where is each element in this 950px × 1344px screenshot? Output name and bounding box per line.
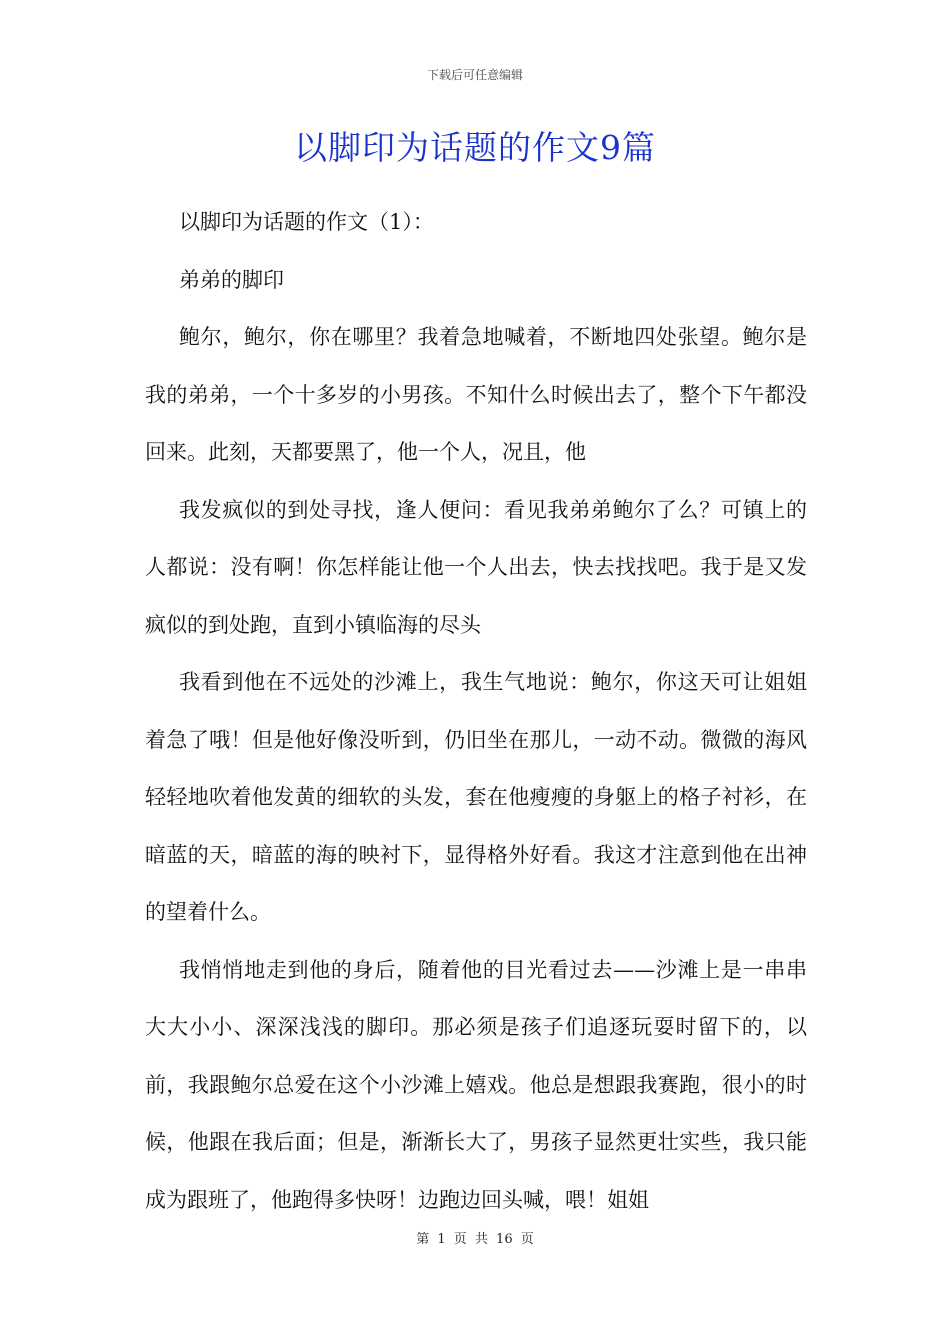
body-paragraph: 我悄悄地走到他的身后，随着他的目光看过去——沙滩上是一串串大大小小、深深浅浅的脚印。那必须是孩子们追逐玩耍时留下的，以前，我跟鲍尔总爱在这个小沙滩上嬉戏。他总是想跟我赛跑，很小的时候，他跟在我后面；但是，渐渐长大了，男孩子显然更壮实些，我只能成为跟班了，他跑得多快呀！边跑边回头喊，喂！姐姐 <box>145 957 807 1212</box>
body-paragraph: 鲍尔，鲍尔，你在哪里？我着急地喊着，不断地四处张望。鲍尔是我的弟弟，一个十多岁的小男孩。不知什么时候出去了，整个下午都没回来。此刻，天都要黑了，他一个人，况且，他 <box>145 325 807 464</box>
document-title: 以脚印为话题的作文9篇 <box>294 128 656 167</box>
body-paragraph: 我发疯似的到处寻找，逢人便问：看见我弟弟鲍尔了么？可镇上的人都说：没有啊！你怎样能让他一个人出去，快去找找吧。我于是又发疯似的到处跑，直到小镇临海的尽头 <box>145 497 807 637</box>
header-note: 下载后可任意编辑 <box>426 68 523 82</box>
body-paragraph: 我看到他在不远处的沙滩上，我生气地说：鲍尔，你这天可让姐姐着急了哦！但是他好像没听到，仍旧坐在那儿，一动不动。微微的海风轻轻地吹着他发黄的细软的头发，套在他瘦瘦的身躯上的格子衬衫，在暗蓝的天，暗蓝的海的映衬下，显得格外好看。我这才注意到他在出神的望着什么。 <box>145 670 807 924</box>
section-heading: 以脚印为话题的作文（1）： <box>179 210 434 234</box>
essay-title: 弟弟的脚印 <box>179 267 284 292</box>
page-number-footer: 第 1 页 共 16 页 <box>416 1232 534 1247</box>
document-body <box>145 194 807 1229</box>
